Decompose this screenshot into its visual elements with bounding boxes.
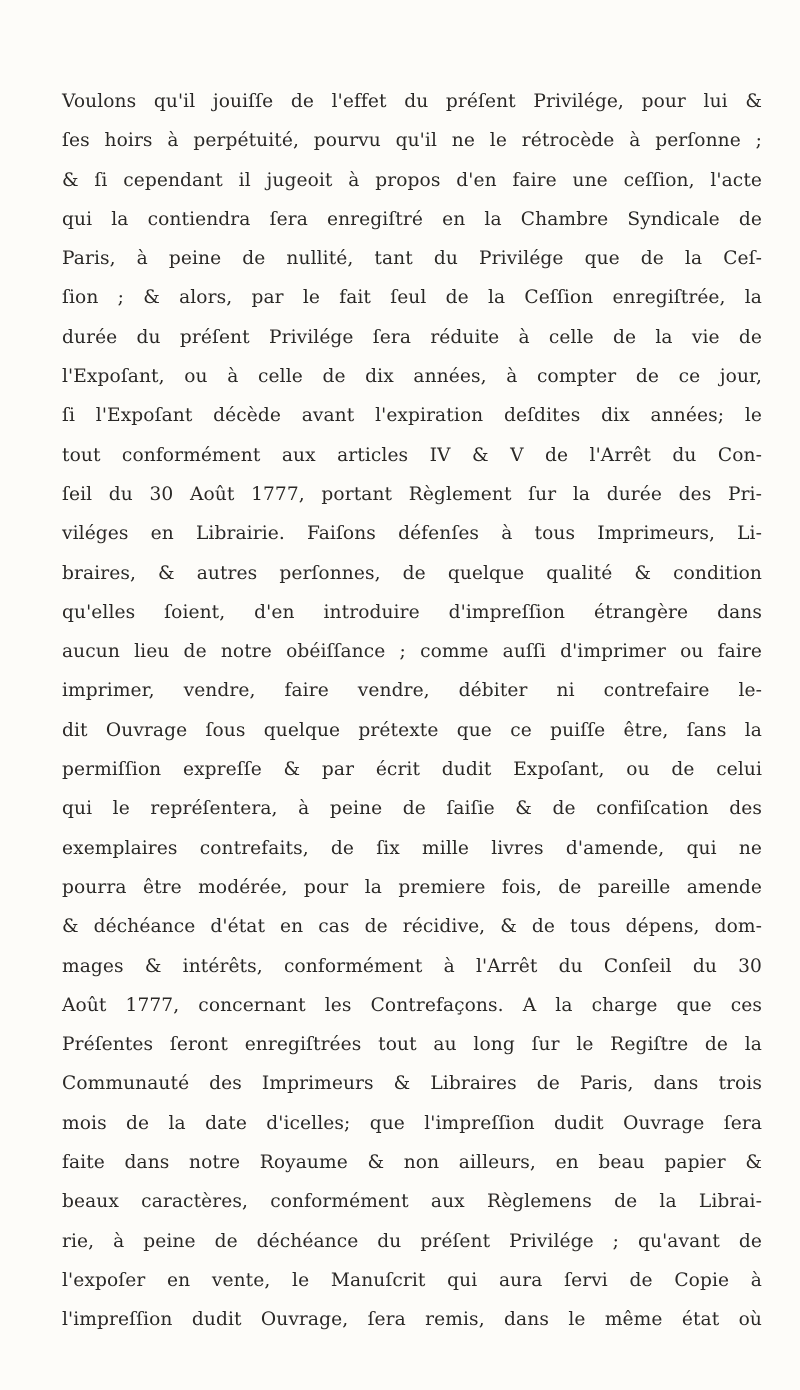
text-line: pourra être modérée, pour la premiere fois, de pareille amende	[62, 876, 762, 898]
text-line: l'expoſer en vente, le Manuſcrit qui aura ſervi de Copie à	[62, 1269, 762, 1291]
text-line: braires, & autres perſonnes, de quelque qualité & condition	[62, 562, 762, 584]
text-line: exemplaires contrefaits, de ſix mille livres d'amende, qui ne	[62, 837, 762, 859]
text-line: & déchéance d'état en cas de récidive, & de tous dépens, dom-	[62, 916, 762, 938]
text-line: l'impreſſion dudit Ouvrage, ſera remis, dans le même état où	[62, 1309, 762, 1331]
text-line: imprimer, vendre, faire vendre, débiter ni contrefaire le-	[62, 680, 762, 702]
text-line: permiſſion expreſſe & par écrit dudit Expoſant, ou de celui	[62, 759, 762, 781]
text-line: l'Expoſant, ou à celle de dix années, à compter de ce jour,	[62, 366, 762, 388]
text-line: & ſi cependant il jugeoit à propos d'en faire une ceſſion, l'acte	[62, 169, 762, 191]
text-line: qui le repréſentera, à peine de ſaiſie & de confiſcation des	[62, 798, 762, 820]
text-line: qu'elles ſoient, d'en introduire d'impreſſion étrangère dans	[62, 601, 762, 623]
text-line: dit Ouvrage ſous quelque prétexte que ce puiſſe être, ſans la	[62, 719, 762, 741]
text-line: Août 1777, concernant les Contrefaçons. A la charge que ces	[62, 994, 762, 1016]
text-line: ſes hoirs à perpétuité, pourvu qu'il ne le rétrocède à perſonne ;	[62, 130, 762, 152]
text-line: ſion ; & alors, par le fait ſeul de la Ceſſion enregiſtrée, la	[62, 287, 762, 309]
text-line: qui la contiendra ſera enregiſtré en la Chambre Syndicale de	[62, 208, 762, 230]
text-line: Communauté des Imprimeurs & Libraires de Paris, dans trois	[62, 1073, 762, 1095]
text-line: mages & intérêts, conformément à l'Arrêt du Conſeil du 30	[62, 955, 762, 977]
text-line: Paris, à peine de nullité, tant du Privilége que de la Ceſ-	[62, 248, 762, 270]
text-line: ſi l'Expoſant décède avant l'expiration deſdites dix années; le	[62, 405, 762, 427]
text-line: Préſentes ſeront enregiſtrées tout au long ſur le Regiſtre de la	[62, 1034, 762, 1056]
text-line: tout conformément aux articles IV & V de l'Arrêt du Con-	[62, 444, 762, 466]
body-text	[62, 82, 762, 1340]
text-line: viléges en Librairie. Faiſons défenſes à tous Imprimeurs, Li-	[62, 523, 762, 545]
text-line: ſeil du 30 Août 1777, portant Règlement ſur la durée des Pri-	[62, 483, 762, 505]
text-line: durée du préſent Privilége ſera réduite à celle de la vie de	[62, 326, 762, 348]
text-line: rie, à peine de déchéance du préſent Privilége ; qu'avant de	[62, 1230, 762, 1252]
text-line: Voulons qu'il jouiſſe de l'effet du préſent Privilége, pour lui &	[62, 91, 762, 112]
text-line: beaux caractères, conformément aux Règlemens de la Librai-	[62, 1191, 762, 1213]
text-line: mois de la date d'icelles; que l'impreſſion dudit Ouvrage ſera	[62, 1112, 762, 1134]
text-line: aucun lieu de notre obéiſſance ; comme auſſi d'imprimer ou faire	[62, 641, 762, 663]
text-line: faite dans notre Royaume & non ailleurs, en beau papier &	[62, 1152, 762, 1174]
